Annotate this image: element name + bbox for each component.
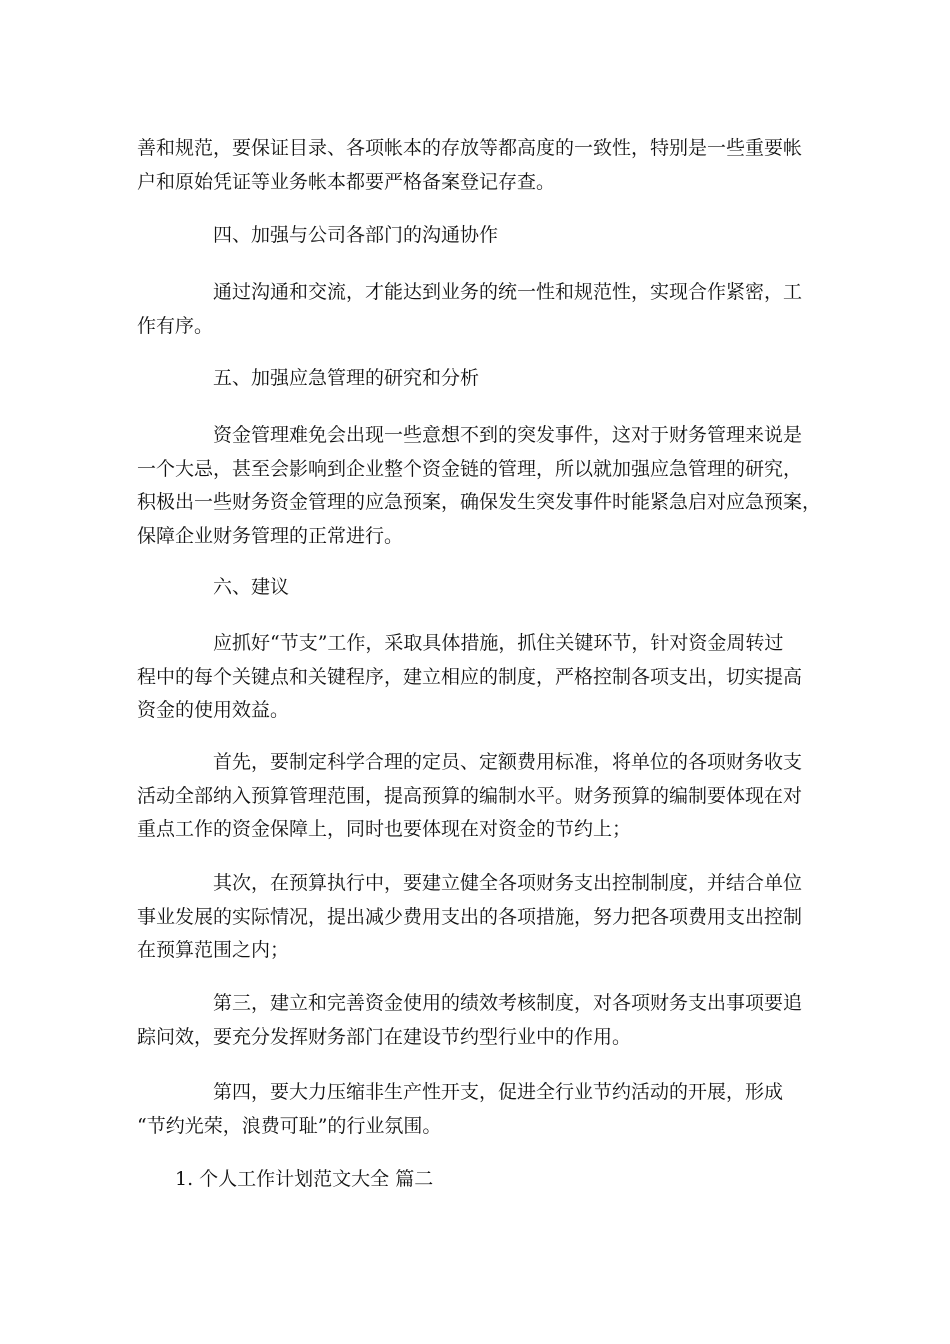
- paragraph-emergency: [137, 419, 822, 553]
- paragraph-third: [137, 987, 817, 1054]
- paragraph-line: 首先，要制定科学合理的定员、定额费用标准，将单位的各项财务收支: [213, 751, 803, 773]
- paragraph-first: [137, 746, 817, 847]
- paragraph-line: 作有序。: [137, 314, 214, 337]
- section-heading-communication: 四、加强与公司各部门的沟通协作: [213, 224, 499, 246]
- paragraph-line: 户和原始凭证等业务帐本都要严格备案登记存查。: [137, 170, 556, 193]
- list-heading-part-two: 1. 个人工作计划范文大全 篇二: [175, 1168, 434, 1190]
- section-heading-suggestion: 六、建议: [213, 576, 290, 598]
- paragraph-fourth: [137, 1076, 817, 1143]
- paragraph-line: 第四，要大力压缩非生产性开支，促进全行业节约活动的开展，形成: [213, 1081, 784, 1103]
- section-heading-emergency: 五、加强应急管理的研究和分析: [213, 367, 480, 389]
- paragraph-line: 活动全部纳入预算管理范围，提高预算的编制水平。财务预算的编制要体现在对: [137, 784, 803, 807]
- paragraph-line: 通过沟通和交流，才能达到业务的统一性和规范性，实现合作紧密，工: [213, 281, 803, 303]
- paragraph-line: 事业发展的实际情况，提出减少费用支出的各项措施，努力把各项费用支出控制: [137, 905, 803, 928]
- paragraph-line: 资金的使用效益。: [137, 699, 290, 721]
- paragraph-line: 程中的每个关键点和关键程序，建立相应的制度，严格控制各项支出，切实提高: [137, 665, 803, 688]
- paragraph-line: 重点工作的资金保障上，同时也要体现在对资金的节约上；: [137, 818, 632, 840]
- paragraph-line: 在预算范围之内；: [137, 939, 290, 961]
- paragraph-cost-saving: [137, 627, 817, 728]
- paragraph-line: 踪问效，要充分发挥财务部门在建设节约型行业中的作用。: [137, 1025, 632, 1048]
- paragraph-standardization: [137, 132, 817, 199]
- paragraph-line: 一个大忌，甚至会影响到企业整个资金链的管理，所以就加强应急管理的研究，: [137, 457, 803, 480]
- paragraph-line: 保障企业财务管理的正常进行。: [137, 524, 404, 547]
- paragraph-communication: [137, 276, 817, 343]
- paragraph-line: 善和规范，要保证目录、各项帐本的存放等都高度的一致性，特别是一些重要帐: [137, 137, 803, 159]
- paragraph-line: “节约光荣，浪费可耻”的行业氛围。: [137, 1114, 442, 1137]
- paragraph-line: 应抓好“节支”工作，采取具体措施，抓住关键环节，针对资金周转过: [213, 632, 784, 654]
- paragraph-line: 其次，在预算执行中，要建立健全各项财务支出控制制度，并结合单位: [213, 872, 803, 894]
- paragraph-line: 积极出一些财务资金管理的应急预案，确保发生突发事件时能紧急启对应急预案，: [137, 491, 822, 513]
- paragraph-line: 资金管理难免会出现一些意想不到的突发事件，这对于财务管理来说是: [213, 424, 803, 446]
- paragraph-second: [137, 867, 817, 968]
- paragraph-line: 第三，建立和完善资金使用的绩效考核制度，对各项财务支出事项要追: [213, 992, 803, 1014]
